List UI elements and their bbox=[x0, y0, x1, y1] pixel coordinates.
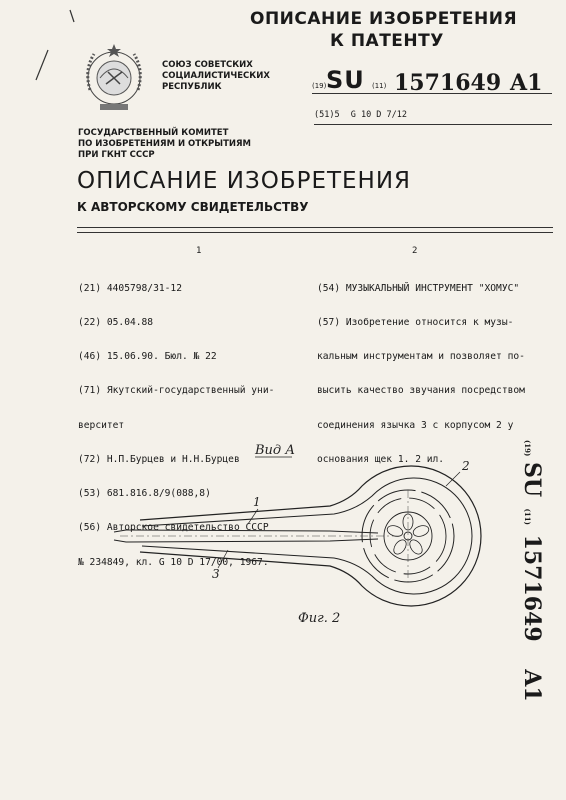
abstract-line: высить качество звучания посредством bbox=[317, 385, 525, 397]
column-number-right: 2 bbox=[412, 246, 418, 256]
ussr-line-3: РЕСПУБЛИК bbox=[162, 82, 222, 92]
number-underline bbox=[312, 93, 552, 94]
rosette-petal bbox=[412, 524, 430, 538]
label-3: 3 bbox=[212, 567, 220, 581]
document-title: ОПИСАНИЕ ИЗОБРЕТЕНИЯ bbox=[77, 168, 412, 194]
tongue-bottom bbox=[114, 539, 378, 542]
abstract-line: кальным инструментам и позволяет по- bbox=[317, 351, 525, 363]
rosette-petal bbox=[391, 538, 408, 557]
header-subtitle: К ПАТЕНТУ bbox=[330, 31, 444, 51]
biblio-line: верситет bbox=[78, 419, 125, 431]
committee-line-1: ГОСУДАРСТВЕННЫЙ КОМИТЕТ bbox=[78, 128, 229, 138]
ipc-code: (51)5 bbox=[314, 110, 340, 120]
double-rule bbox=[77, 227, 553, 233]
rosette-circle bbox=[384, 512, 432, 560]
ipc-line bbox=[314, 110, 552, 120]
biblio-line: (53) 681.816.8/9(088,8) bbox=[78, 488, 211, 500]
document-subtitle: К АВТОРСКОМУ СВИДЕТЕЛЬСТВУ bbox=[77, 200, 309, 214]
pen-marks bbox=[0, 0, 80, 110]
committee-line-3: ПРИ ГКНТ СССР bbox=[78, 150, 155, 160]
side-code-19: (19) bbox=[523, 440, 532, 457]
biblio-line: (56) Авторское свидетельство СССР bbox=[78, 522, 269, 534]
biblio-line: (22) 05.04.88 bbox=[78, 317, 154, 329]
abstract-line: основания щек 1. 2 ил. bbox=[317, 453, 445, 465]
committee-block bbox=[78, 128, 251, 161]
ussr-line-2: СОЦИАЛИСТИЧЕСКИХ bbox=[162, 71, 270, 81]
biblio-line: (46) 15.06.90. Бюл. № 22 bbox=[78, 351, 217, 363]
header-title: ОПИСАНИЕ ИЗОБРЕТЕНИЯ bbox=[250, 9, 518, 29]
ussr-emblem-icon bbox=[78, 40, 150, 120]
biblio-line: (72) Н.П.Бурцев и Н.Н.Бурцев bbox=[78, 453, 240, 465]
view-label: Вид А bbox=[255, 443, 296, 458]
side-kind: A1 bbox=[519, 669, 545, 702]
side-code-11: (11) bbox=[523, 508, 532, 525]
rosette-petal bbox=[407, 538, 424, 557]
tongue-top bbox=[114, 530, 378, 533]
patent-kind: A1 bbox=[510, 70, 543, 96]
khomus-drawing bbox=[110, 430, 510, 630]
biblio-line: (71) Якутский-государственный уни- bbox=[78, 385, 275, 397]
ipc-value: G 10 D 7/12 bbox=[350, 110, 408, 120]
leader-3 bbox=[218, 550, 228, 568]
patent-number-line bbox=[312, 66, 552, 96]
code-11: (11) bbox=[372, 82, 387, 90]
country-code: SU bbox=[326, 66, 365, 94]
patent-number: 1571649 bbox=[394, 70, 502, 96]
vertical-patent-number bbox=[519, 440, 565, 702]
side-country: SU bbox=[519, 461, 545, 498]
side-number: 1571649 bbox=[519, 534, 545, 642]
abstract-line: (54) МУЗЫКАЛЬНЫЙ ИНСТРУМЕНТ "ХОМУС" bbox=[317, 282, 520, 294]
committee-line-2: ПО ИЗОБРЕТЕНИЯМ И ОТКРЫТИЯМ bbox=[78, 139, 251, 149]
label-1: 1 bbox=[253, 495, 261, 509]
ussr-block bbox=[162, 60, 270, 93]
abstract-line: соединения язычка 3 с корпусом 2 у bbox=[317, 419, 514, 431]
ussr-line-1: СОЮЗ СОВЕТСКИХ bbox=[162, 60, 253, 70]
column-number-left: 1 bbox=[196, 246, 202, 256]
label-2: 2 bbox=[462, 459, 470, 473]
biblio-line: № 234849, кл. G 10 D 17/00, 1967. bbox=[78, 556, 269, 568]
ipc-underline bbox=[314, 124, 552, 125]
abstract-line: (57) Изобретение относится к музы- bbox=[317, 317, 514, 329]
biblio-line: (21) 4405798/31-12 bbox=[78, 282, 182, 294]
ring-outer bbox=[362, 490, 454, 582]
code-19: (19) bbox=[312, 82, 327, 90]
figure-caption: Фиг. 2 bbox=[298, 611, 341, 626]
